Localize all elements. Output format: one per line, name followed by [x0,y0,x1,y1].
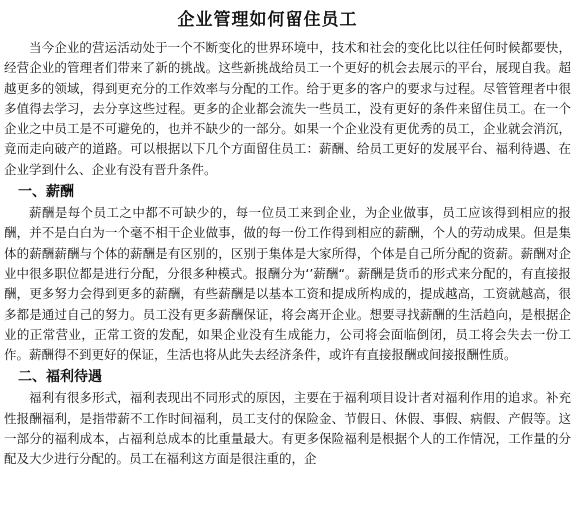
section-body-benefits: 福利有很多形式，福利表现出不同形式的原因，主要在于福利项目设计者对福利作用的追求。补充性报酬福利，是指带薪不工作时间福利，员工支付的保险金、节假日、休假、事假、病假、产假等。这一部分的福利成本，占福利总成本的比重量最大。有更多保险福利是根据个人的工作情况，工作量的分配及大少进行分配的。员工在福利这方面是很注重的，企 [4,390,571,467]
section-heading-benefits: 二、福利待遇 [18,369,102,386]
section-body-salary: 薪酬是每个员工之中都不可缺少的，每一位员工来到企业，为企业做事，员工应该得到相应的报酬，并不是白白为一个毫不相干企业做事，做的每一份工作得到相应的薪酬，个人的劳动成果。但是集体的薪酬薪酬与个体的薪酬是有区别的，区别于集体是大家所得，个体是自己所分配的资薪。薪酬对企业中很多职位都是进行分配，分很多种模式。报酬分为‘’薪酬“。薪酬是货币的形式来分配的，有直接报酬，更多努力会得到更多的薪酬，有些薪酬是以基本工资和提成所构成的，提成越高，工资就越高，很多都是通过自己的努力。员工没有更多薪酬保证，将会离开企业。想要寻找薪酬的生活趋向，是根据企业的正常营业，正常工资的发配，如果企业没有生成能力，公司将会面临倒闭，员工将会失去一份工作。薪酬得不到更好的保证，生活也将从此失去经济条件，或许有直接报酬或间接报酬性质。 [4,205,571,363]
section-heading-salary: 一、薪酬 [18,184,74,201]
document-title: 企业管理如何留住员工 [177,10,358,30]
intro-paragraph: 当今企业的营运活动处于一个不断变化的世界环境中，技术和社会的变化比以往任何时候都要快，经营企业的管理者们带来了新的挑战。这些新挑战给员工一个更好的机会去展示的平台，展现自我。超越更多的领域，得到更充分的工作效率与分配的工作。给于更多的客户的要求与过程。尽管管理者中很多值得去学习，去分享这些过程。更多的企业都会流失一些员工，没有更好的条件来留住员工。在一个企业之中员工是不可避免的，也并不缺少的一部分。如果一个企业没有更优秀的员工，企业就会消沉，竟而走向破产的道路。可以根据以下几个方面留住员工：薪酬、给员工更好的发展平台、福利待遇、在企业学到什么、企业有没有晋升条件。 [4,40,571,177]
